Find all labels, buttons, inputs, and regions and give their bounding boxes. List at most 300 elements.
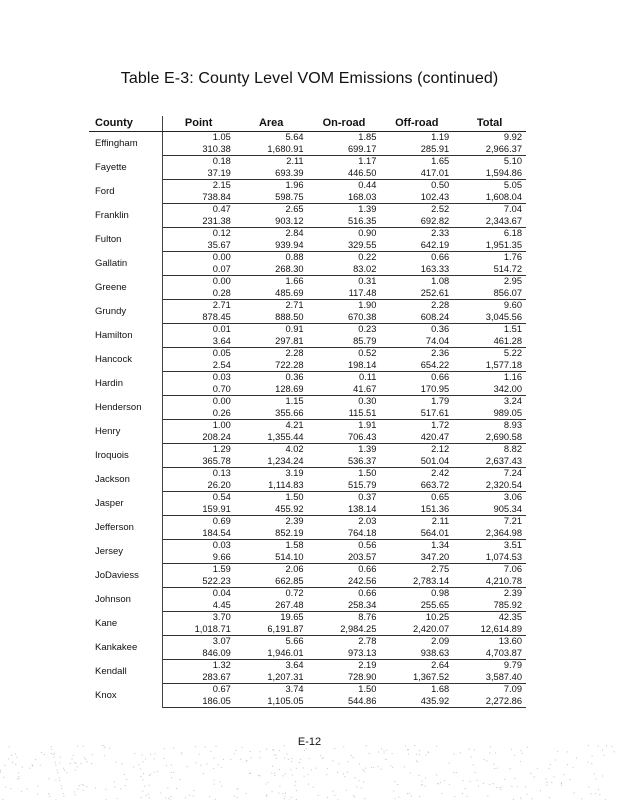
- area-daily-cell: 0.88: [285, 252, 304, 263]
- on-road-daily-cell: 0.52: [358, 348, 377, 359]
- point-annual-cell: 846.09: [162, 648, 235, 660]
- table-title: Table E-3: County Level VOM Emissions (continued): [120, 70, 499, 87]
- county-name-cell: Fayette: [89, 156, 162, 180]
- on-road-annual-cell: 258.34: [308, 600, 381, 612]
- area-daily-cell: 0.36: [285, 372, 304, 383]
- point-annual-cell: 0.70: [162, 384, 235, 396]
- total-daily-cell: 9.60: [503, 300, 522, 311]
- table-body: [89, 132, 526, 708]
- county-name-cell: Effingham: [89, 132, 162, 156]
- on-road-annual-cell: 699.17: [308, 144, 381, 156]
- table-row: [89, 660, 526, 672]
- on-road-annual-cell: 138.14: [308, 504, 381, 516]
- off-road-daily-cell: 1.34: [431, 540, 450, 551]
- total-daily-cell: 2.39: [503, 588, 522, 599]
- on-road-annual-cell: 168.03: [308, 192, 381, 204]
- on-road-daily-cell: 1.39: [358, 204, 377, 215]
- on-road-daily-cell: 2.03: [358, 516, 377, 527]
- county-name-cell: Hamilton: [89, 324, 162, 348]
- off-road-annual-cell: 564.01: [380, 528, 453, 540]
- area-annual-cell: 355.66: [235, 408, 308, 420]
- point-daily-cell: 0.00: [212, 276, 231, 287]
- point-daily-cell: 1.32: [212, 660, 231, 671]
- table-row: [89, 492, 526, 504]
- county-name-cell: Franklin: [89, 204, 162, 228]
- on-road-daily-cell: 0.23: [358, 324, 377, 335]
- on-road-daily-cell: 0.30: [358, 396, 377, 407]
- column-header-point: Point: [162, 116, 235, 132]
- total-daily-cell: 9.79: [503, 660, 522, 671]
- total-daily-cell: 5.05: [503, 180, 522, 191]
- total-annual-cell: 989.05: [453, 408, 526, 420]
- area-daily-cell: 1.50: [285, 492, 304, 503]
- area-annual-cell: 297.81: [235, 336, 308, 348]
- on-road-annual-cell: 973.13: [308, 648, 381, 660]
- off-road-daily-cell: 0.98: [431, 588, 450, 599]
- point-daily-cell: 0.47: [212, 204, 231, 215]
- total-annual-cell: 3,045.56: [453, 312, 526, 324]
- off-road-annual-cell: 2,783.14: [380, 576, 453, 588]
- off-road-annual-cell: 938.63: [380, 648, 453, 660]
- on-road-daily-cell: 1.91: [358, 420, 377, 431]
- point-annual-cell: 231.38: [162, 216, 235, 228]
- total-daily-cell: 7.09: [503, 684, 522, 695]
- area-daily-cell: 2.84: [285, 228, 304, 239]
- area-annual-cell: 1,114.83: [235, 480, 308, 492]
- total-daily-cell: 1.51: [503, 324, 522, 335]
- point-daily-cell: 0.05: [212, 348, 231, 359]
- area-daily-cell: 2.06: [285, 564, 304, 575]
- table-header-row: [89, 116, 526, 132]
- total-daily-cell: 7.04: [503, 204, 522, 215]
- total-annual-cell: 4,703.87: [453, 648, 526, 660]
- off-road-annual-cell: 417.01: [380, 168, 453, 180]
- point-daily-cell: 1.05: [212, 132, 231, 143]
- county-name-cell: Grundy: [89, 300, 162, 324]
- area-annual-cell: 939.94: [235, 240, 308, 252]
- county-name-cell: Ford: [89, 180, 162, 204]
- point-annual-cell: 738.84: [162, 192, 235, 204]
- table-row: [89, 540, 526, 552]
- area-annual-cell: 267.48: [235, 600, 308, 612]
- point-annual-cell: 2.54: [162, 360, 235, 372]
- on-road-daily-cell: 0.66: [358, 588, 377, 599]
- off-road-annual-cell: 420.47: [380, 432, 453, 444]
- point-daily-cell: 0.04: [212, 588, 231, 599]
- total-annual-cell: 2,272.86: [453, 696, 526, 708]
- area-annual-cell: 903.12: [235, 216, 308, 228]
- point-annual-cell: 37.19: [162, 168, 235, 180]
- point-daily-cell: 0.00: [212, 396, 231, 407]
- on-road-daily-cell: 1.85: [358, 132, 377, 143]
- off-road-daily-cell: 0.36: [431, 324, 450, 335]
- column-header-off-road: Off-road: [380, 116, 453, 132]
- total-annual-cell: 2,320.54: [453, 480, 526, 492]
- column-header-area: Area: [235, 116, 308, 132]
- on-road-annual-cell: 728.90: [308, 672, 381, 684]
- emissions-table: [89, 116, 526, 708]
- on-road-daily-cell: 0.66: [358, 564, 377, 575]
- table-row: [89, 468, 526, 480]
- county-name-cell: Henderson: [89, 396, 162, 420]
- point-annual-cell: 365.78: [162, 456, 235, 468]
- table-row: [89, 636, 526, 648]
- on-road-annual-cell: 83.02: [308, 264, 381, 276]
- total-daily-cell: 3.06: [503, 492, 522, 503]
- area-daily-cell: 4.02: [285, 444, 304, 455]
- county-name-cell: Greene: [89, 276, 162, 300]
- off-road-daily-cell: 0.66: [431, 252, 450, 263]
- total-daily-cell: 2.95: [503, 276, 522, 287]
- area-daily-cell: 3.19: [285, 468, 304, 479]
- area-annual-cell: 268.30: [235, 264, 308, 276]
- point-annual-cell: 9.66: [162, 552, 235, 564]
- off-road-daily-cell: 1.79: [431, 396, 450, 407]
- point-annual-cell: 1,018.71: [162, 624, 235, 636]
- area-annual-cell: 722.28: [235, 360, 308, 372]
- total-annual-cell: 4,210.78: [453, 576, 526, 588]
- point-annual-cell: 0.07: [162, 264, 235, 276]
- table-row: [89, 300, 526, 312]
- on-road-daily-cell: 1.50: [358, 684, 377, 695]
- total-annual-cell: 2,364.98: [453, 528, 526, 540]
- total-annual-cell: 2,343.67: [453, 216, 526, 228]
- total-annual-cell: 3,587.40: [453, 672, 526, 684]
- point-daily-cell: 2.71: [212, 300, 231, 311]
- table-row: [89, 132, 526, 144]
- total-annual-cell: 1,594.86: [453, 168, 526, 180]
- on-road-annual-cell: 41.67: [308, 384, 381, 396]
- on-road-daily-cell: 8.76: [358, 612, 377, 623]
- county-name-cell: Jasper: [89, 492, 162, 516]
- area-annual-cell: 1,680.91: [235, 144, 308, 156]
- on-road-annual-cell: 544.86: [308, 696, 381, 708]
- point-annual-cell: 878.45: [162, 312, 235, 324]
- table-row: [89, 156, 526, 168]
- point-daily-cell: 0.12: [212, 228, 231, 239]
- off-road-daily-cell: 2.52: [431, 204, 450, 215]
- table-row: [89, 276, 526, 288]
- point-daily-cell: 1.29: [212, 444, 231, 455]
- table-row: [89, 372, 526, 384]
- off-road-daily-cell: 2.28: [431, 300, 450, 311]
- area-daily-cell: 0.91: [285, 324, 304, 335]
- off-road-daily-cell: 1.72: [431, 420, 450, 431]
- off-road-annual-cell: 692.82: [380, 216, 453, 228]
- county-name-cell: Jersey: [89, 540, 162, 564]
- on-road-annual-cell: 242.56: [308, 576, 381, 588]
- area-annual-cell: 455.92: [235, 504, 308, 516]
- off-road-daily-cell: 10.25: [425, 612, 450, 623]
- point-annual-cell: 0.26: [162, 408, 235, 420]
- on-road-annual-cell: 764.18: [308, 528, 381, 540]
- county-name-cell: Jefferson: [89, 516, 162, 540]
- table-row: [89, 324, 526, 336]
- area-annual-cell: 598.75: [235, 192, 308, 204]
- off-road-daily-cell: 1.65: [431, 156, 450, 167]
- table-row: [89, 348, 526, 360]
- on-road-annual-cell: 198.14: [308, 360, 381, 372]
- total-daily-cell: 13.60: [498, 636, 522, 647]
- point-annual-cell: 4.45: [162, 600, 235, 612]
- area-annual-cell: 693.39: [235, 168, 308, 180]
- off-road-annual-cell: 163.33: [380, 264, 453, 276]
- county-name-cell: Gallatin: [89, 252, 162, 276]
- point-annual-cell: 26.20: [162, 480, 235, 492]
- on-road-daily-cell: 1.90: [358, 300, 377, 311]
- area-annual-cell: 514.10: [235, 552, 308, 564]
- off-road-annual-cell: 435.92: [380, 696, 453, 708]
- on-road-annual-cell: 516.35: [308, 216, 381, 228]
- on-road-daily-cell: 2.78: [358, 636, 377, 647]
- table-row: [89, 204, 526, 216]
- total-annual-cell: 461.28: [453, 336, 526, 348]
- area-daily-cell: 2.39: [285, 516, 304, 527]
- off-road-annual-cell: 663.72: [380, 480, 453, 492]
- off-road-annual-cell: 517.61: [380, 408, 453, 420]
- area-daily-cell: 3.74: [285, 684, 304, 695]
- on-road-annual-cell: 203.57: [308, 552, 381, 564]
- total-daily-cell: 42.35: [498, 612, 522, 623]
- total-daily-cell: 7.21: [503, 516, 522, 527]
- area-daily-cell: 2.28: [285, 348, 304, 359]
- point-daily-cell: 0.18: [212, 156, 231, 167]
- off-road-daily-cell: 2.33: [431, 228, 450, 239]
- off-road-daily-cell: 1.68: [431, 684, 450, 695]
- total-annual-cell: 12,614.89: [453, 624, 526, 636]
- total-daily-cell: 1.16: [503, 372, 522, 383]
- table-row: [89, 588, 526, 600]
- off-road-annual-cell: 2,420.07: [380, 624, 453, 636]
- total-daily-cell: 5.10: [503, 156, 522, 167]
- point-daily-cell: 0.01: [212, 324, 231, 335]
- on-road-annual-cell: 515.79: [308, 480, 381, 492]
- total-annual-cell: 856.07: [453, 288, 526, 300]
- area-daily-cell: 5.66: [285, 636, 304, 647]
- off-road-annual-cell: 102.43: [380, 192, 453, 204]
- area-daily-cell: 1.15: [285, 396, 304, 407]
- off-road-daily-cell: 0.50: [431, 180, 450, 191]
- on-road-annual-cell: 446.50: [308, 168, 381, 180]
- off-road-daily-cell: 2.11: [431, 516, 450, 527]
- total-annual-cell: 1,577.18: [453, 360, 526, 372]
- area-daily-cell: 2.71: [285, 300, 304, 311]
- total-daily-cell: 7.06: [503, 564, 522, 575]
- area-annual-cell: 1,207.31: [235, 672, 308, 684]
- table-row: [89, 396, 526, 408]
- off-road-annual-cell: 74.04: [380, 336, 453, 348]
- county-name-cell: Kane: [89, 612, 162, 636]
- table-row: [89, 180, 526, 192]
- area-daily-cell: 1.58: [285, 540, 304, 551]
- total-annual-cell: 2,690.58: [453, 432, 526, 444]
- table-row: [89, 420, 526, 432]
- off-road-daily-cell: 2.09: [431, 636, 450, 647]
- column-header-on-road: On-road: [308, 116, 381, 132]
- point-annual-cell: 283.67: [162, 672, 235, 684]
- on-road-daily-cell: 0.31: [358, 276, 377, 287]
- point-daily-cell: 0.03: [212, 540, 231, 551]
- off-road-annual-cell: 347.20: [380, 552, 453, 564]
- total-annual-cell: 514.72: [453, 264, 526, 276]
- off-road-daily-cell: 2.36: [431, 348, 450, 359]
- on-road-daily-cell: 1.50: [358, 468, 377, 479]
- point-daily-cell: 0.03: [212, 372, 231, 383]
- area-annual-cell: 485.69: [235, 288, 308, 300]
- point-annual-cell: 3.64: [162, 336, 235, 348]
- off-road-annual-cell: 285.91: [380, 144, 453, 156]
- point-daily-cell: 3.70: [212, 612, 231, 623]
- area-daily-cell: 1.66: [285, 276, 304, 287]
- point-daily-cell: 0.13: [212, 468, 231, 479]
- county-name-cell: Kendall: [89, 660, 162, 684]
- county-name-cell: Henry: [89, 420, 162, 444]
- county-name-cell: Hancock: [89, 348, 162, 372]
- off-road-daily-cell: 2.12: [431, 444, 450, 455]
- total-daily-cell: 1.76: [503, 252, 522, 263]
- on-road-daily-cell: 0.90: [358, 228, 377, 239]
- total-daily-cell: 8.82: [503, 444, 522, 455]
- total-daily-cell: 6.18: [503, 228, 522, 239]
- column-header-total: Total: [453, 116, 526, 132]
- off-road-annual-cell: 170.95: [380, 384, 453, 396]
- county-name-cell: Knox: [89, 684, 162, 708]
- off-road-daily-cell: 2.42: [431, 468, 450, 479]
- on-road-annual-cell: 115.51: [308, 408, 381, 420]
- county-name-cell: JoDaviess: [89, 564, 162, 588]
- area-annual-cell: 1,105.05: [235, 696, 308, 708]
- area-annual-cell: 1,946.01: [235, 648, 308, 660]
- scan-noise: [0, 745, 619, 800]
- on-road-daily-cell: 0.11: [358, 372, 377, 383]
- on-road-annual-cell: 329.55: [308, 240, 381, 252]
- on-road-daily-cell: 1.17: [358, 156, 377, 167]
- point-daily-cell: 0.54: [212, 492, 231, 503]
- total-annual-cell: 2,966.37: [453, 144, 526, 156]
- off-road-daily-cell: 2.75: [431, 564, 450, 575]
- point-annual-cell: 184.54: [162, 528, 235, 540]
- table-row: [89, 252, 526, 264]
- point-daily-cell: 3.07: [212, 636, 231, 647]
- on-road-daily-cell: 0.22: [358, 252, 377, 263]
- point-daily-cell: 0.00: [212, 252, 231, 263]
- point-daily-cell: 1.59: [212, 564, 231, 575]
- on-road-daily-cell: 2.19: [358, 660, 377, 671]
- off-road-annual-cell: 642.19: [380, 240, 453, 252]
- total-daily-cell: 9.92: [503, 132, 522, 143]
- on-road-annual-cell: 2,984.25: [308, 624, 381, 636]
- total-daily-cell: 5.22: [503, 348, 522, 359]
- on-road-daily-cell: 0.37: [358, 492, 377, 503]
- off-road-daily-cell: 0.66: [431, 372, 450, 383]
- total-annual-cell: 2,637.43: [453, 456, 526, 468]
- area-daily-cell: 1.96: [285, 180, 304, 191]
- total-annual-cell: 1,074.53: [453, 552, 526, 564]
- county-name-cell: Fulton: [89, 228, 162, 252]
- area-annual-cell: 888.50: [235, 312, 308, 324]
- off-road-annual-cell: 151.36: [380, 504, 453, 516]
- table-row: [89, 564, 526, 576]
- point-annual-cell: 159.91: [162, 504, 235, 516]
- table-row: [89, 228, 526, 240]
- total-annual-cell: 785.92: [453, 600, 526, 612]
- on-road-annual-cell: 117.48: [308, 288, 381, 300]
- off-road-daily-cell: 1.19: [431, 132, 450, 143]
- off-road-annual-cell: 654.22: [380, 360, 453, 372]
- on-road-daily-cell: 0.44: [358, 180, 377, 191]
- county-name-cell: Jackson: [89, 468, 162, 492]
- county-name-cell: Kankakee: [89, 636, 162, 660]
- total-annual-cell: 1,951.35: [453, 240, 526, 252]
- total-annual-cell: 1,608.04: [453, 192, 526, 204]
- off-road-daily-cell: 1.08: [431, 276, 450, 287]
- on-road-annual-cell: 706.43: [308, 432, 381, 444]
- total-daily-cell: 7.24: [503, 468, 522, 479]
- area-annual-cell: 6,191.87: [235, 624, 308, 636]
- table-row: [89, 444, 526, 456]
- point-daily-cell: 2.15: [212, 180, 231, 191]
- off-road-annual-cell: 501.04: [380, 456, 453, 468]
- off-road-annual-cell: 252.61: [380, 288, 453, 300]
- point-annual-cell: 35.67: [162, 240, 235, 252]
- area-daily-cell: 0.72: [285, 588, 304, 599]
- area-daily-cell: 19.65: [280, 612, 304, 623]
- off-road-daily-cell: 2.64: [431, 660, 450, 671]
- column-header-county: County: [89, 116, 162, 132]
- county-name-cell: Johnson: [89, 588, 162, 612]
- county-name-cell: Iroquois: [89, 444, 162, 468]
- area-annual-cell: 1,355.44: [235, 432, 308, 444]
- on-road-daily-cell: 0.56: [358, 540, 377, 551]
- on-road-annual-cell: 536.37: [308, 456, 381, 468]
- point-daily-cell: 0.69: [212, 516, 231, 527]
- area-daily-cell: 5.64: [285, 132, 304, 143]
- point-annual-cell: 208.24: [162, 432, 235, 444]
- off-road-annual-cell: 255.65: [380, 600, 453, 612]
- total-daily-cell: 3.51: [503, 540, 522, 551]
- point-annual-cell: 310.38: [162, 144, 235, 156]
- total-daily-cell: 3.24: [503, 396, 522, 407]
- on-road-annual-cell: 85.79: [308, 336, 381, 348]
- on-road-daily-cell: 1.39: [358, 444, 377, 455]
- total-daily-cell: 8.93: [503, 420, 522, 431]
- table-row: [89, 612, 526, 624]
- point-annual-cell: 522.23: [162, 576, 235, 588]
- county-name-cell: Hardin: [89, 372, 162, 396]
- area-daily-cell: 2.11: [286, 156, 304, 167]
- off-road-annual-cell: 608.24: [380, 312, 453, 324]
- off-road-daily-cell: 0.65: [431, 492, 450, 503]
- area-annual-cell: 852.19: [235, 528, 308, 540]
- total-annual-cell: 342.00: [453, 384, 526, 396]
- area-daily-cell: 3.64: [285, 660, 304, 671]
- point-daily-cell: 0.67: [212, 684, 231, 695]
- point-annual-cell: 186.05: [162, 696, 235, 708]
- area-daily-cell: 2.65: [285, 204, 304, 215]
- on-road-annual-cell: 670.38: [308, 312, 381, 324]
- area-annual-cell: 128.69: [235, 384, 308, 396]
- area-annual-cell: 1,234.24: [235, 456, 308, 468]
- table-row: [89, 516, 526, 528]
- area-annual-cell: 662.85: [235, 576, 308, 588]
- off-road-annual-cell: 1,367.52: [380, 672, 453, 684]
- table-row: [89, 684, 526, 696]
- total-annual-cell: 905.34: [453, 504, 526, 516]
- page-number: E-12: [297, 736, 322, 748]
- point-annual-cell: 0.28: [162, 288, 235, 300]
- area-daily-cell: 4.21: [285, 420, 304, 431]
- point-daily-cell: 1.00: [212, 420, 231, 431]
